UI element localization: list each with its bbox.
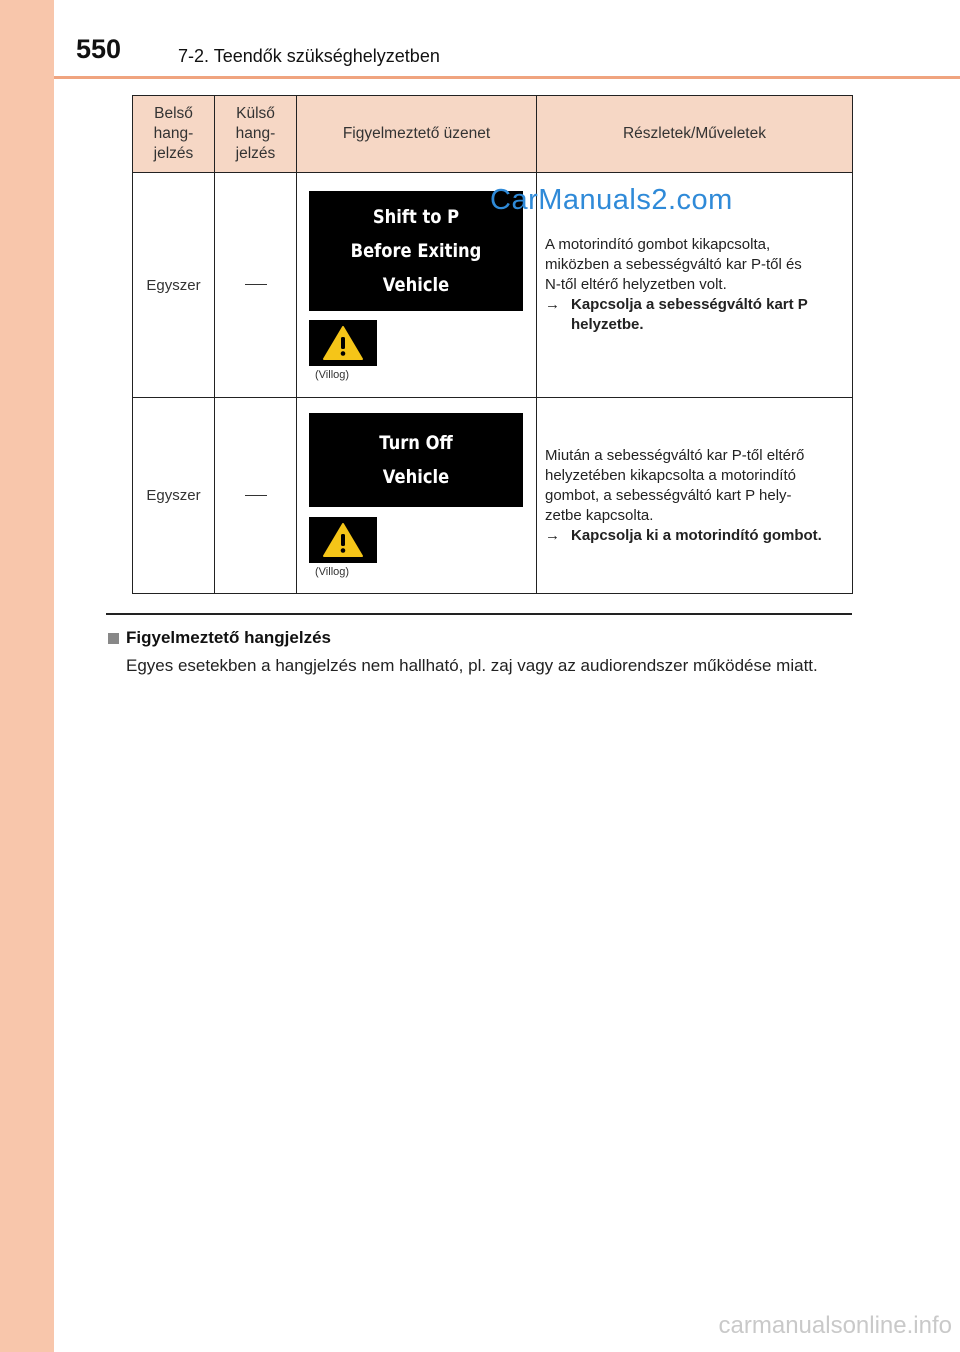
warning-table	[132, 95, 853, 594]
section-block	[108, 628, 868, 676]
header-internal-buzzer: Belső hang- jelzés	[133, 96, 215, 173]
display-screen: Shift to P Before Exiting Vehicle	[309, 191, 523, 311]
arrow-icon: →	[545, 526, 560, 544]
flash-note: (Villog)	[315, 369, 350, 381]
dash	[245, 495, 267, 496]
footer-watermark: carmanualsonline.info	[718, 1312, 952, 1339]
header-details: Részletek/Műveletek	[537, 96, 853, 173]
header-line	[54, 76, 960, 79]
header-warning-message: Figyelmeztető üzenet	[297, 96, 537, 173]
action-line: → Kapcsolja ki a motorindító gombot.	[545, 526, 822, 544]
flash-note: (Villog)	[315, 566, 350, 578]
page-number: 550	[76, 34, 122, 64]
section-heading: Figyelmeztető hangjelzés	[108, 628, 868, 648]
square-bullet-icon	[108, 633, 119, 644]
external-buzzer-cell	[215, 398, 297, 594]
table-row	[133, 398, 853, 594]
section-title: 7-2. Teendők szükséghelyzetben	[178, 46, 440, 66]
display-screen: Turn Off Vehicle	[309, 413, 523, 507]
warning-triangle-icon	[322, 522, 364, 558]
warning-triangle-icon	[322, 325, 364, 361]
watermark: CarManuals2.com	[490, 184, 733, 216]
warning-indicator	[309, 320, 377, 366]
details-cell: Miután a sebességváltó kar P-től eltérő helyzetében kikapcsolta a motorindító gombot, a sebességváltó kart P hely- zetbe kapcsolta. → Kapcsolja ki a motorindító gombot.	[537, 398, 853, 594]
arrow-icon: →	[545, 296, 560, 313]
external-buzzer-cell	[215, 173, 297, 398]
side-strip	[0, 0, 54, 1352]
warning-indicator	[309, 517, 377, 563]
details-cell: A motorindító gombot kikapcsolta, miközben a sebességváltó kar P-től és N-től eltérő helyzetben volt. → Kapcsolja a sebességváltó kart P helyzetbe.	[537, 173, 853, 398]
section-body: Egyes esetekben a hangjelzés nem hallható, pl. zaj vagy az audiorendszer működése miatt.	[126, 656, 818, 675]
warning-message-cell	[297, 398, 537, 594]
internal-buzzer-cell: Egyszer	[133, 173, 215, 398]
header-external-buzzer: Külső hang- jelzés	[215, 96, 297, 173]
section-divider	[106, 613, 852, 615]
internal-buzzer-cell: Egyszer	[133, 398, 215, 594]
action-line: → Kapcsolja a sebességváltó kart P helyzetbe.	[545, 296, 808, 333]
table-header-row	[133, 96, 853, 173]
dash	[245, 284, 267, 285]
